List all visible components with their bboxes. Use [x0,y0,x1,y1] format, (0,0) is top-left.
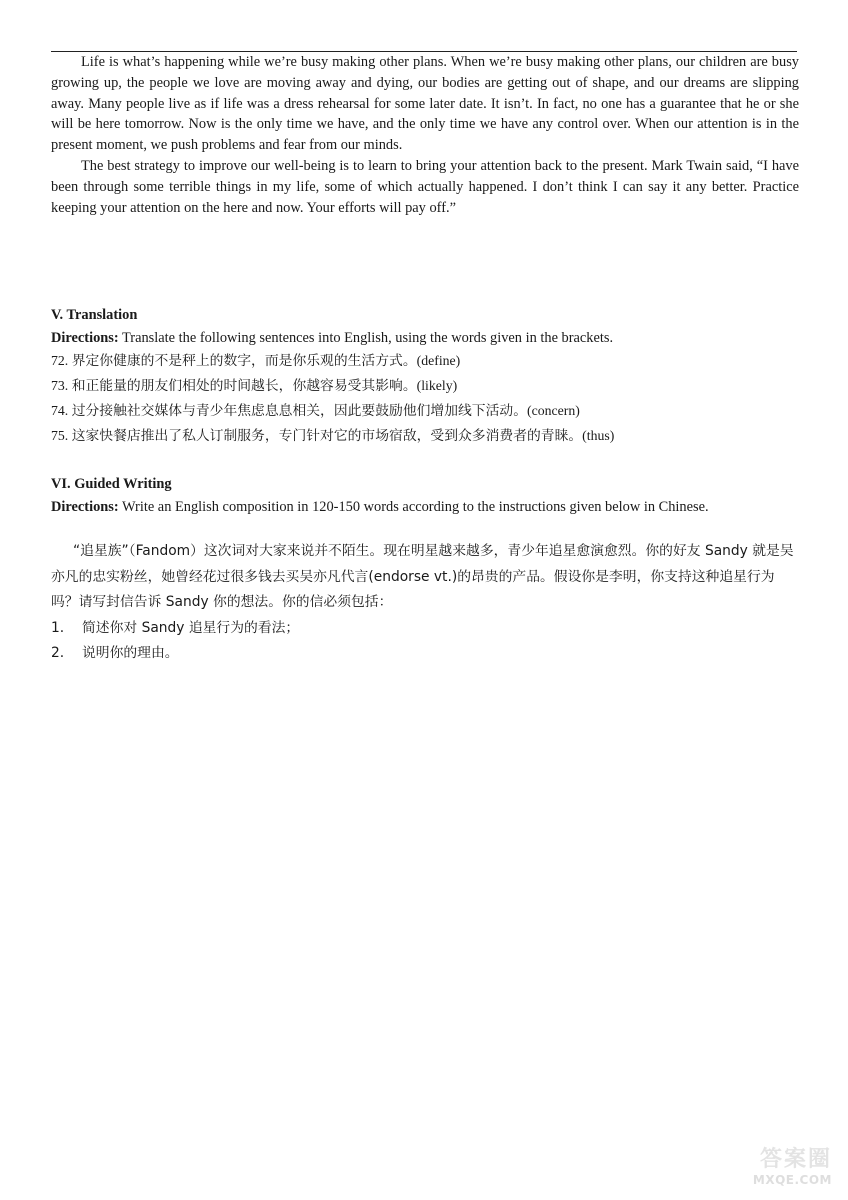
watermark-logo [710,1142,832,1192]
requirement-text: 简述你对 Sandy 追星行为的看法； [82,619,300,636]
translation-section [51,305,811,448]
translation-item-75: 75. 这家快餐店推出了私人订制服务，专门针对它的市场宿敌，受到众多消费者的青睐。(thus) [51,428,615,443]
writing-prompt-text: “追星族”（Fandom）这次词对大家来说并不陌生。现在明星越来越多，青少年追星愈演愈烈。你的好友 Sandy 就是吴亦凡的忠实粉丝，她曾经花过很多钱去买吴亦凡代言(endorse vt.)的昂贵的产品。假设你是李明，你支持这种追星行为吗？请写封信告诉 Sandy 你的想法。你的信必须包括： [51,543,794,610]
translation-directions [51,328,811,348]
watermark-bottom-text: MXQE.COM [752,1173,832,1187]
directions-text: Translate the following sentences into English, using the words given in the brackets. [118,330,614,346]
passage-paragraph-2: The best strategy to improve our well-being is to learn to bring your attention back to the present. Mark Twain said, “I have been through some terrible things in my life, some of which actually happened. I don’t think I can say it any better. Practice keeping your attention on the here and now. Your efforts will pay off.” [51,157,799,216]
requirement-item [51,616,799,642]
requirement-item [51,641,799,667]
reading-passage [51,52,799,218]
writing-directions [51,497,811,517]
translation-item-74: 74. 过分接触社交媒体与青少年焦虑息息相关，因此要鼓励他们增加线下活动。(concern) [51,403,580,418]
directions-label: Directions: [51,330,119,346]
guided-writing-section [51,474,811,517]
writing-prompt [51,539,799,667]
translation-item-73: 73. 和正能量的朋友们相处的时间越长，你越容易受其影响。(likely) [51,378,458,393]
writing-heading: VI. Guided Writing [51,476,172,492]
directions-label: Directions: [51,499,119,515]
translation-item-72: 72. 界定你健康的不是秤上的数字，而是你乐观的生活方式。(define) [51,353,461,368]
translation-items [51,348,811,448]
requirement-number: 1. [51,619,65,636]
passage-paragraph-1: Life is what’s happening while we’re busy making other plans. When we’re busy making other plans, our children are busy growing up, the people we love are moving away and dying, our bodies are getting out of shape, and our dreams are slipping away. Many people live as if life was a dress rehearsal for some later date. It isn’t. In fact, no one has a guarantee that he or she will be here tomorrow. Now is the only time we have, and the only time we have any control over. When our attention is in the present moment, we push problems and fear from our minds. [51,54,799,154]
translation-heading: V. Translation [51,307,138,323]
directions-text: Write an English composition in 120-150 words according to the instructions given below in Chinese. [118,499,709,515]
watermark-top-text: 答案圈 [759,1147,832,1172]
requirement-text: 说明你的理由。 [82,645,179,661]
requirement-number: 2. [51,645,65,661]
